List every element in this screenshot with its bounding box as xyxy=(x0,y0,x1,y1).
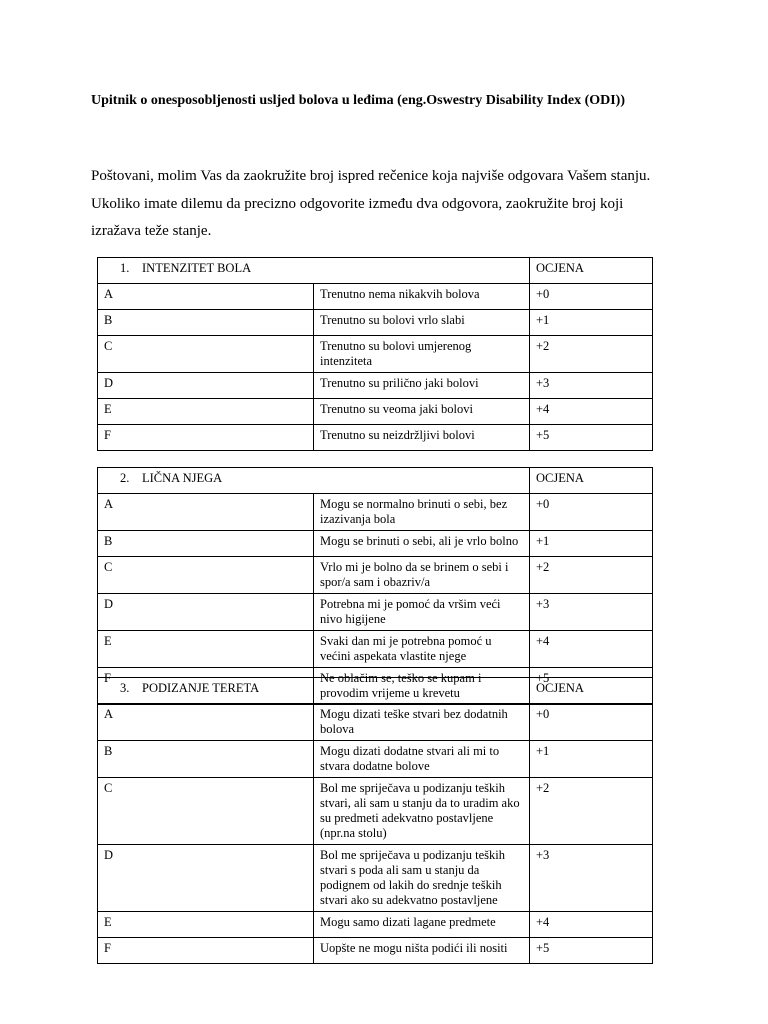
answer-row[interactable] xyxy=(98,284,653,310)
instructions-line: Ukoliko imate dilemu da precizno odgovorite između dva odgovora, zaokružite broj koji xyxy=(91,195,624,212)
answer-row[interactable] xyxy=(98,631,653,668)
answer-row[interactable] xyxy=(98,938,653,964)
section-number: 3. xyxy=(120,681,130,695)
section-title: PODIZANJE TERETA xyxy=(142,681,260,695)
answer-score: +4 xyxy=(530,912,653,938)
instructions-line: izražava teže stanje. xyxy=(91,223,212,239)
answer-row[interactable] xyxy=(98,531,653,557)
answer-text: Mogu se brinuti o sebi, ali je vrlo bolno xyxy=(314,531,530,557)
answer-letter: C xyxy=(98,778,314,845)
answer-score: +0 xyxy=(530,494,653,531)
answer-text: Trenutno su neizdržljivi bolovi xyxy=(314,425,530,451)
answer-text: Mogu se normalno brinuti o sebi, bez izazivanja bola xyxy=(314,494,530,531)
instructions xyxy=(91,163,671,246)
answer-letter: A xyxy=(98,494,314,531)
instructions-line: Poštovani, molim Vas da zaokružite broj ispred rečenice koja najviše odgovara Vašem stanju. xyxy=(91,168,651,184)
answer-row[interactable] xyxy=(98,912,653,938)
answer-row[interactable] xyxy=(98,845,653,912)
answer-score: +3 xyxy=(530,373,653,399)
answer-row[interactable] xyxy=(98,425,653,451)
section-header-row xyxy=(98,258,653,284)
answer-letter: F xyxy=(98,668,314,705)
section-heading xyxy=(98,468,530,494)
answer-row[interactable] xyxy=(98,373,653,399)
answer-letter: B xyxy=(98,310,314,336)
section-header-row xyxy=(98,468,653,494)
answer-text: Uopšte ne mogu ništa podići ili nositi xyxy=(314,938,530,964)
answer-text: Mogu dizati dodatne stvari ali mi to stvara dodatne bolove xyxy=(314,741,530,778)
section-heading xyxy=(98,678,530,704)
answer-text: Mogu dizati teške stvari bez dodatnih bolova xyxy=(314,704,530,741)
answer-letter: C xyxy=(98,336,314,373)
score-column-header: OCJENA xyxy=(530,468,653,494)
answer-score: +5 xyxy=(530,668,653,705)
answer-letter: D xyxy=(98,845,314,912)
answer-score: +0 xyxy=(530,704,653,741)
answer-letter: B xyxy=(98,741,314,778)
answer-score: +1 xyxy=(530,310,653,336)
answer-score: +3 xyxy=(530,594,653,631)
answer-row[interactable] xyxy=(98,741,653,778)
answer-letter: E xyxy=(98,631,314,668)
answer-text: Trenutno su bolovi vrlo slabi xyxy=(314,310,530,336)
section-table-lifting xyxy=(97,677,653,964)
answer-letter: F xyxy=(98,938,314,964)
page-title: Upitnik o onesposobljenosti usljed bolova u leđima (eng.Oswestry Disability Index (ODI)) xyxy=(91,93,626,108)
section-number: 2. xyxy=(120,471,130,485)
answer-text: Trenutno su bolovi umjerenog intenziteta xyxy=(314,336,530,373)
answer-row[interactable] xyxy=(98,778,653,845)
answer-letter: B xyxy=(98,531,314,557)
answer-letter: D xyxy=(98,373,314,399)
answer-text: Svaki dan mi je potrebna pomoć u većini aspekata vlastite njege xyxy=(314,631,530,668)
answer-text: Mogu samo dizati lagane predmete xyxy=(314,912,530,938)
answer-row[interactable] xyxy=(98,399,653,425)
answer-letter: C xyxy=(98,557,314,594)
answer-letter: F xyxy=(98,425,314,451)
section-table-intensity xyxy=(97,257,653,451)
answer-text: Trenutno nema nikakvih bolova xyxy=(314,284,530,310)
answer-row[interactable] xyxy=(98,594,653,631)
answer-score: +2 xyxy=(530,336,653,373)
answer-score: +4 xyxy=(530,631,653,668)
answer-letter: E xyxy=(98,912,314,938)
section-table-personal-care xyxy=(97,467,653,705)
answer-text: Trenutno su prilično jaki bolovi xyxy=(314,373,530,399)
answer-text: Vrlo mi je bolno da se brinem o sebi i spor/a sam i obazriv/a xyxy=(314,557,530,594)
answer-text: Bol me spriječava u podizanju teških stvari s poda ali sam u stanju da podignem od lakih do srednje teških stvari ako su adekvatno postavljene xyxy=(314,845,530,912)
answer-text: Bol me spriječava u podizanju teških stvari, ali sam u stanju da to uradim ako su predmeti adekvatno postavljene (npr.na stolu) xyxy=(314,778,530,845)
answer-score: +0 xyxy=(530,284,653,310)
answer-text: Potrebna mi je pomoć da vršim veći nivo higijene xyxy=(314,594,530,631)
answer-row[interactable] xyxy=(98,310,653,336)
answer-text: Ne oblačim se, teško se kupam i provodim vrijeme u krevetu xyxy=(314,668,530,705)
section-header-row xyxy=(98,678,653,704)
score-column-header: OCJENA xyxy=(530,258,653,284)
answer-score: +4 xyxy=(530,399,653,425)
section-title: INTENZITET BOLA xyxy=(142,261,252,275)
score-column-header: OCJENA xyxy=(530,678,653,704)
answer-row[interactable] xyxy=(98,704,653,741)
answer-score: +1 xyxy=(530,531,653,557)
answer-letter: A xyxy=(98,704,314,741)
section-heading xyxy=(98,258,530,284)
answer-letter: D xyxy=(98,594,314,631)
answer-letter: A xyxy=(98,284,314,310)
answer-score: +1 xyxy=(530,741,653,778)
answer-text: Trenutno su veoma jaki bolovi xyxy=(314,399,530,425)
answer-row[interactable] xyxy=(98,557,653,594)
answer-score: +5 xyxy=(530,425,653,451)
answer-score: +5 xyxy=(530,938,653,964)
answer-row[interactable] xyxy=(98,494,653,531)
section-number: 1. xyxy=(120,261,130,275)
answer-letter: E xyxy=(98,399,314,425)
answer-score: +3 xyxy=(530,845,653,912)
answer-row[interactable] xyxy=(98,336,653,373)
section-title: LIČNA NJEGA xyxy=(142,471,223,485)
answer-score: +2 xyxy=(530,557,653,594)
answer-score: +2 xyxy=(530,778,653,845)
